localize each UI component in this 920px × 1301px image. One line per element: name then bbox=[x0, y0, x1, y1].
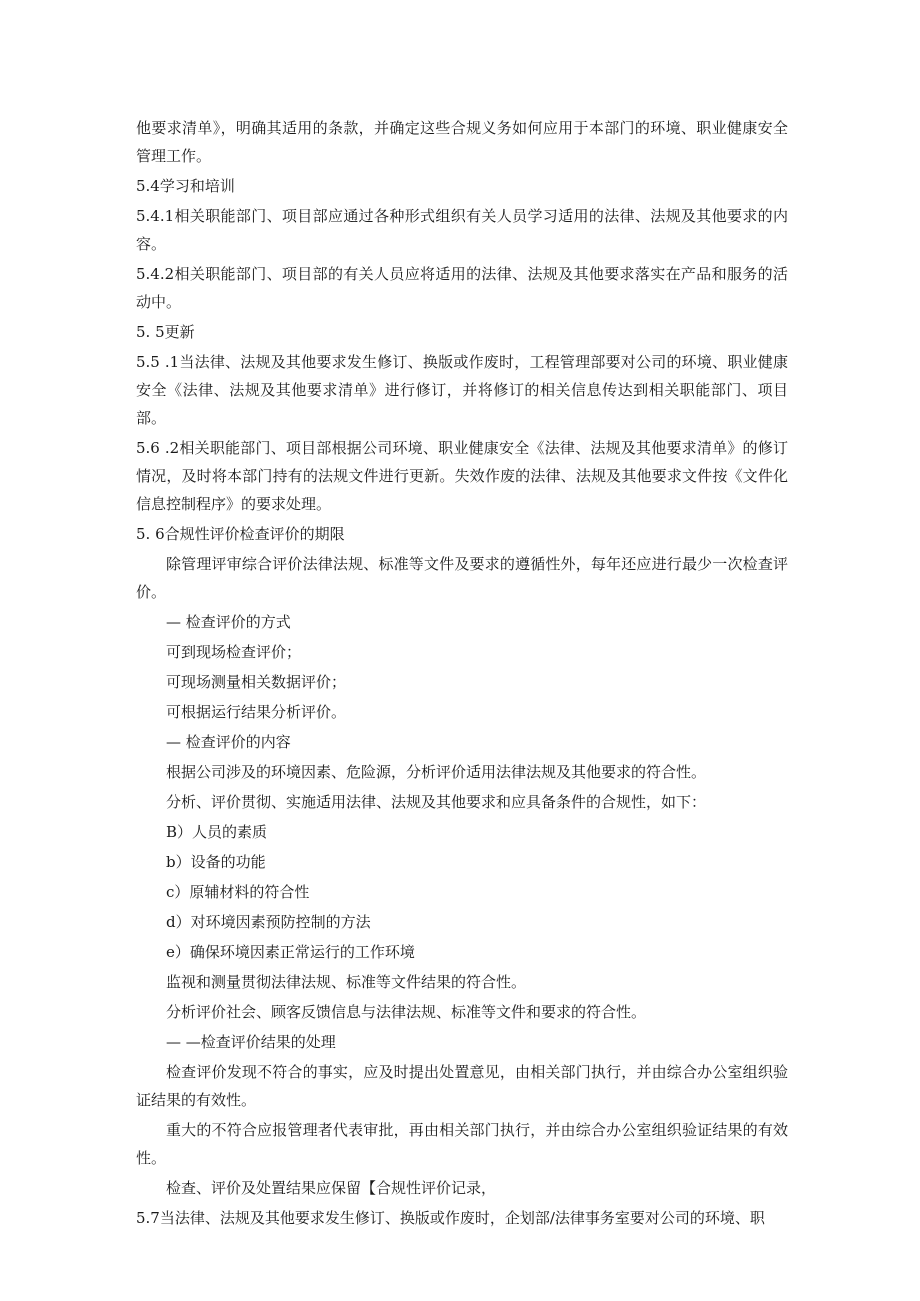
paragraph-evaluation-period: 除管理评审综合评价法律法规、标准等文件及要求的遵循性外，每年还应进行最少一次检查评价。 bbox=[136, 555, 788, 601]
list-item: 可现场测量相关数据评价； bbox=[166, 673, 347, 691]
list-item: d）对环境因素预防控制的方法 bbox=[166, 913, 371, 931]
list-item: e）确保环境因素正常运行的工作环境 bbox=[166, 943, 415, 961]
list-item: b）设备的功能 bbox=[166, 853, 266, 871]
list-item: 根据公司涉及的环境因素、危险源，分析评价适用法律法规及其他要求的符合性。 bbox=[166, 763, 707, 781]
paragraph-records: 检查、评价及处置结果应保留【合规性评价记录， bbox=[166, 1179, 497, 1197]
paragraph-5-4-1: 5.4.1相关职能部门、项目部应通过各种形式组织有关人员学习适用的法律、法规及其他要求的内容。 bbox=[136, 207, 788, 253]
list-item: c）原辅材料的符合性 bbox=[166, 883, 310, 901]
document-page bbox=[136, 114, 788, 1232]
list-item: 可到现场检查评价； bbox=[166, 643, 302, 661]
paragraph-5-5-1: 5.5 .1当法律、法规及其他要求发生修订、换版或作废时，工程管理部要对公司的环境、职业健康安全《法律、法规及其他要求清单》进行修订，并将修订的相关信息传达到相关职能部门、项目部。 bbox=[136, 353, 788, 427]
paragraph-5-7: 5.7当法律、法规及其他要求发生修订、换版或作废时，企划部/法律事务室要对公司的环境、职 bbox=[136, 1209, 765, 1227]
paragraph-result-handling: 检查评价发现不符合的事实，应及时提出处置意见，由相关部门执行，并由综合办公室组织验证结果的有效性。 bbox=[136, 1063, 788, 1109]
list-item: B）人员的素质 bbox=[166, 823, 268, 841]
subheading-evaluation-content: — 检查评价的内容 bbox=[166, 733, 291, 751]
list-item: 分析评价社会、顾客反馈信息与法律法规、标准等文件和要求的符合性。 bbox=[166, 1003, 647, 1021]
section-heading-5-5: 5. 5更新 bbox=[136, 323, 195, 341]
section-heading-5-6: 5. 6合规性评价检查评价的期限 bbox=[136, 525, 345, 543]
list-item: 监视和测量贯彻法律法规、标准等文件结果的符合性。 bbox=[166, 973, 527, 991]
list-item: 分析、评价贯彻、实施适用法律、法规及其他要求和应具备条件的合规性，如下： bbox=[166, 793, 707, 811]
paragraph-5-5-2: 5.6 .2相关职能部门、项目部根据公司环境、职业健康安全《法律、法规及其他要求清单》的修订情况，及时将本部门持有的法规文件进行更新。失效作废的法律、法规及其他要求文件按《文件化信息控制程序》的要求处理。 bbox=[136, 439, 788, 513]
paragraph-major-nonconformity: 重大的不符合应报管理者代表审批，再由相关部门执行，并由综合办公室组织验证结果的有效性。 bbox=[136, 1121, 788, 1167]
paragraph-5-4-2: 5.4.2相关职能部门、项目部的有关人员应将适用的法律、法规及其他要求落实在产品和服务的活动中。 bbox=[136, 265, 788, 311]
subheading-evaluation-method: — 检查评价的方式 bbox=[166, 613, 291, 631]
section-heading-5-4: 5.4学习和培训 bbox=[136, 177, 235, 195]
subheading-result-handling: — —检查评价结果的处理 bbox=[166, 1033, 336, 1051]
list-item: 可根据运行结果分析评价。 bbox=[166, 703, 347, 721]
paragraph-continuation: 他要求清单》，明确其适用的条款，并确定这些合规义务如何应用于本部门的环境、职业健康安全管理工作。 bbox=[136, 119, 788, 165]
